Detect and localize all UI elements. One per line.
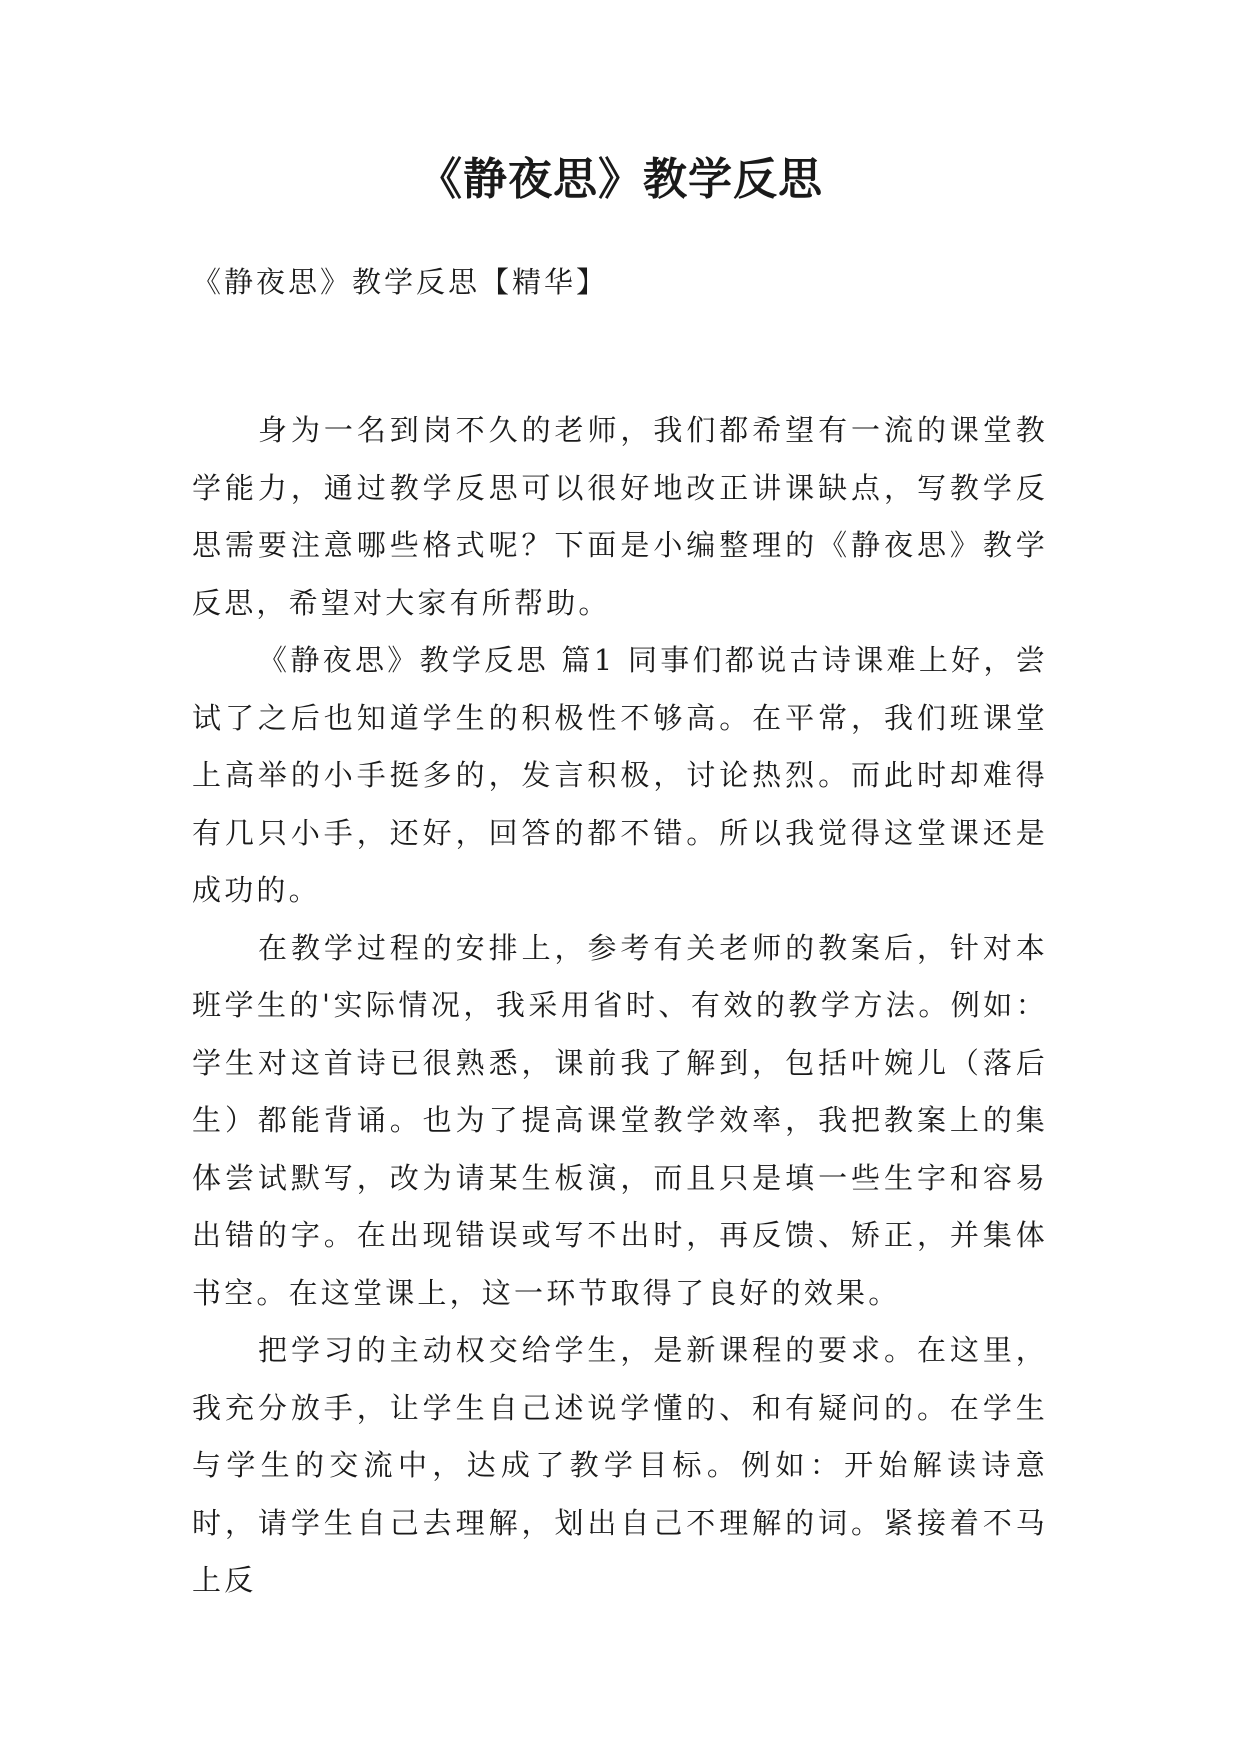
document-body (192, 402, 1048, 1610)
paragraph-teaching-process: 在教学过程的安排上，参考有关老师的教案后，针对本班学生的'实际情况，我采用省时、有效的教学方法。例如：学生对这首诗已很熟悉，课前我了解到，包括叶婉儿（落后生）都能背诵。也为了提高课堂教学效率，我把教案上的集体尝试默写，改为请某生板演，而且只是填一些生字和容易出错的字。在出现错误或写不出时，再反馈、矫正，并集体书空。在这堂课上，这一环节取得了良好的效果。 (192, 930, 1048, 1310)
paragraph-intro: 身为一名到岗不久的老师，我们都希望有一流的课堂教学能力，通过教学反思可以很好地改正讲课缺点，写教学反思需要注意哪些格式呢？下面是小编整理的《静夜思》教学反思，希望对大家有所帮助。 (192, 413, 1048, 620)
document-subtitle: 《静夜思》教学反思【精华】 (192, 265, 609, 299)
paragraph-section-1: 《静夜思》教学反思 篇1 同事们都说古诗课难上好，尝试了之后也知道学生的积极性不够高。在平常，我们班课堂上高举的小手挺多的，发言积极，讨论热烈。而此时却难得有几只小手，还好，回答的都不错。所以我觉得这堂课还是成功的。 (192, 643, 1048, 907)
document-title: 《静夜思》教学反思 (418, 154, 823, 205)
paragraph-student-initiative: 把学习的主动权交给学生，是新课程的要求。在这里，我充分放手，让学生自己述说学懂的、和有疑问的。在学生与学生的交流中，达成了教学目标。例如：开始解读诗意时，请学生自己去理解，划出自己不理解的词。紧接着不马上反 (192, 1333, 1048, 1597)
